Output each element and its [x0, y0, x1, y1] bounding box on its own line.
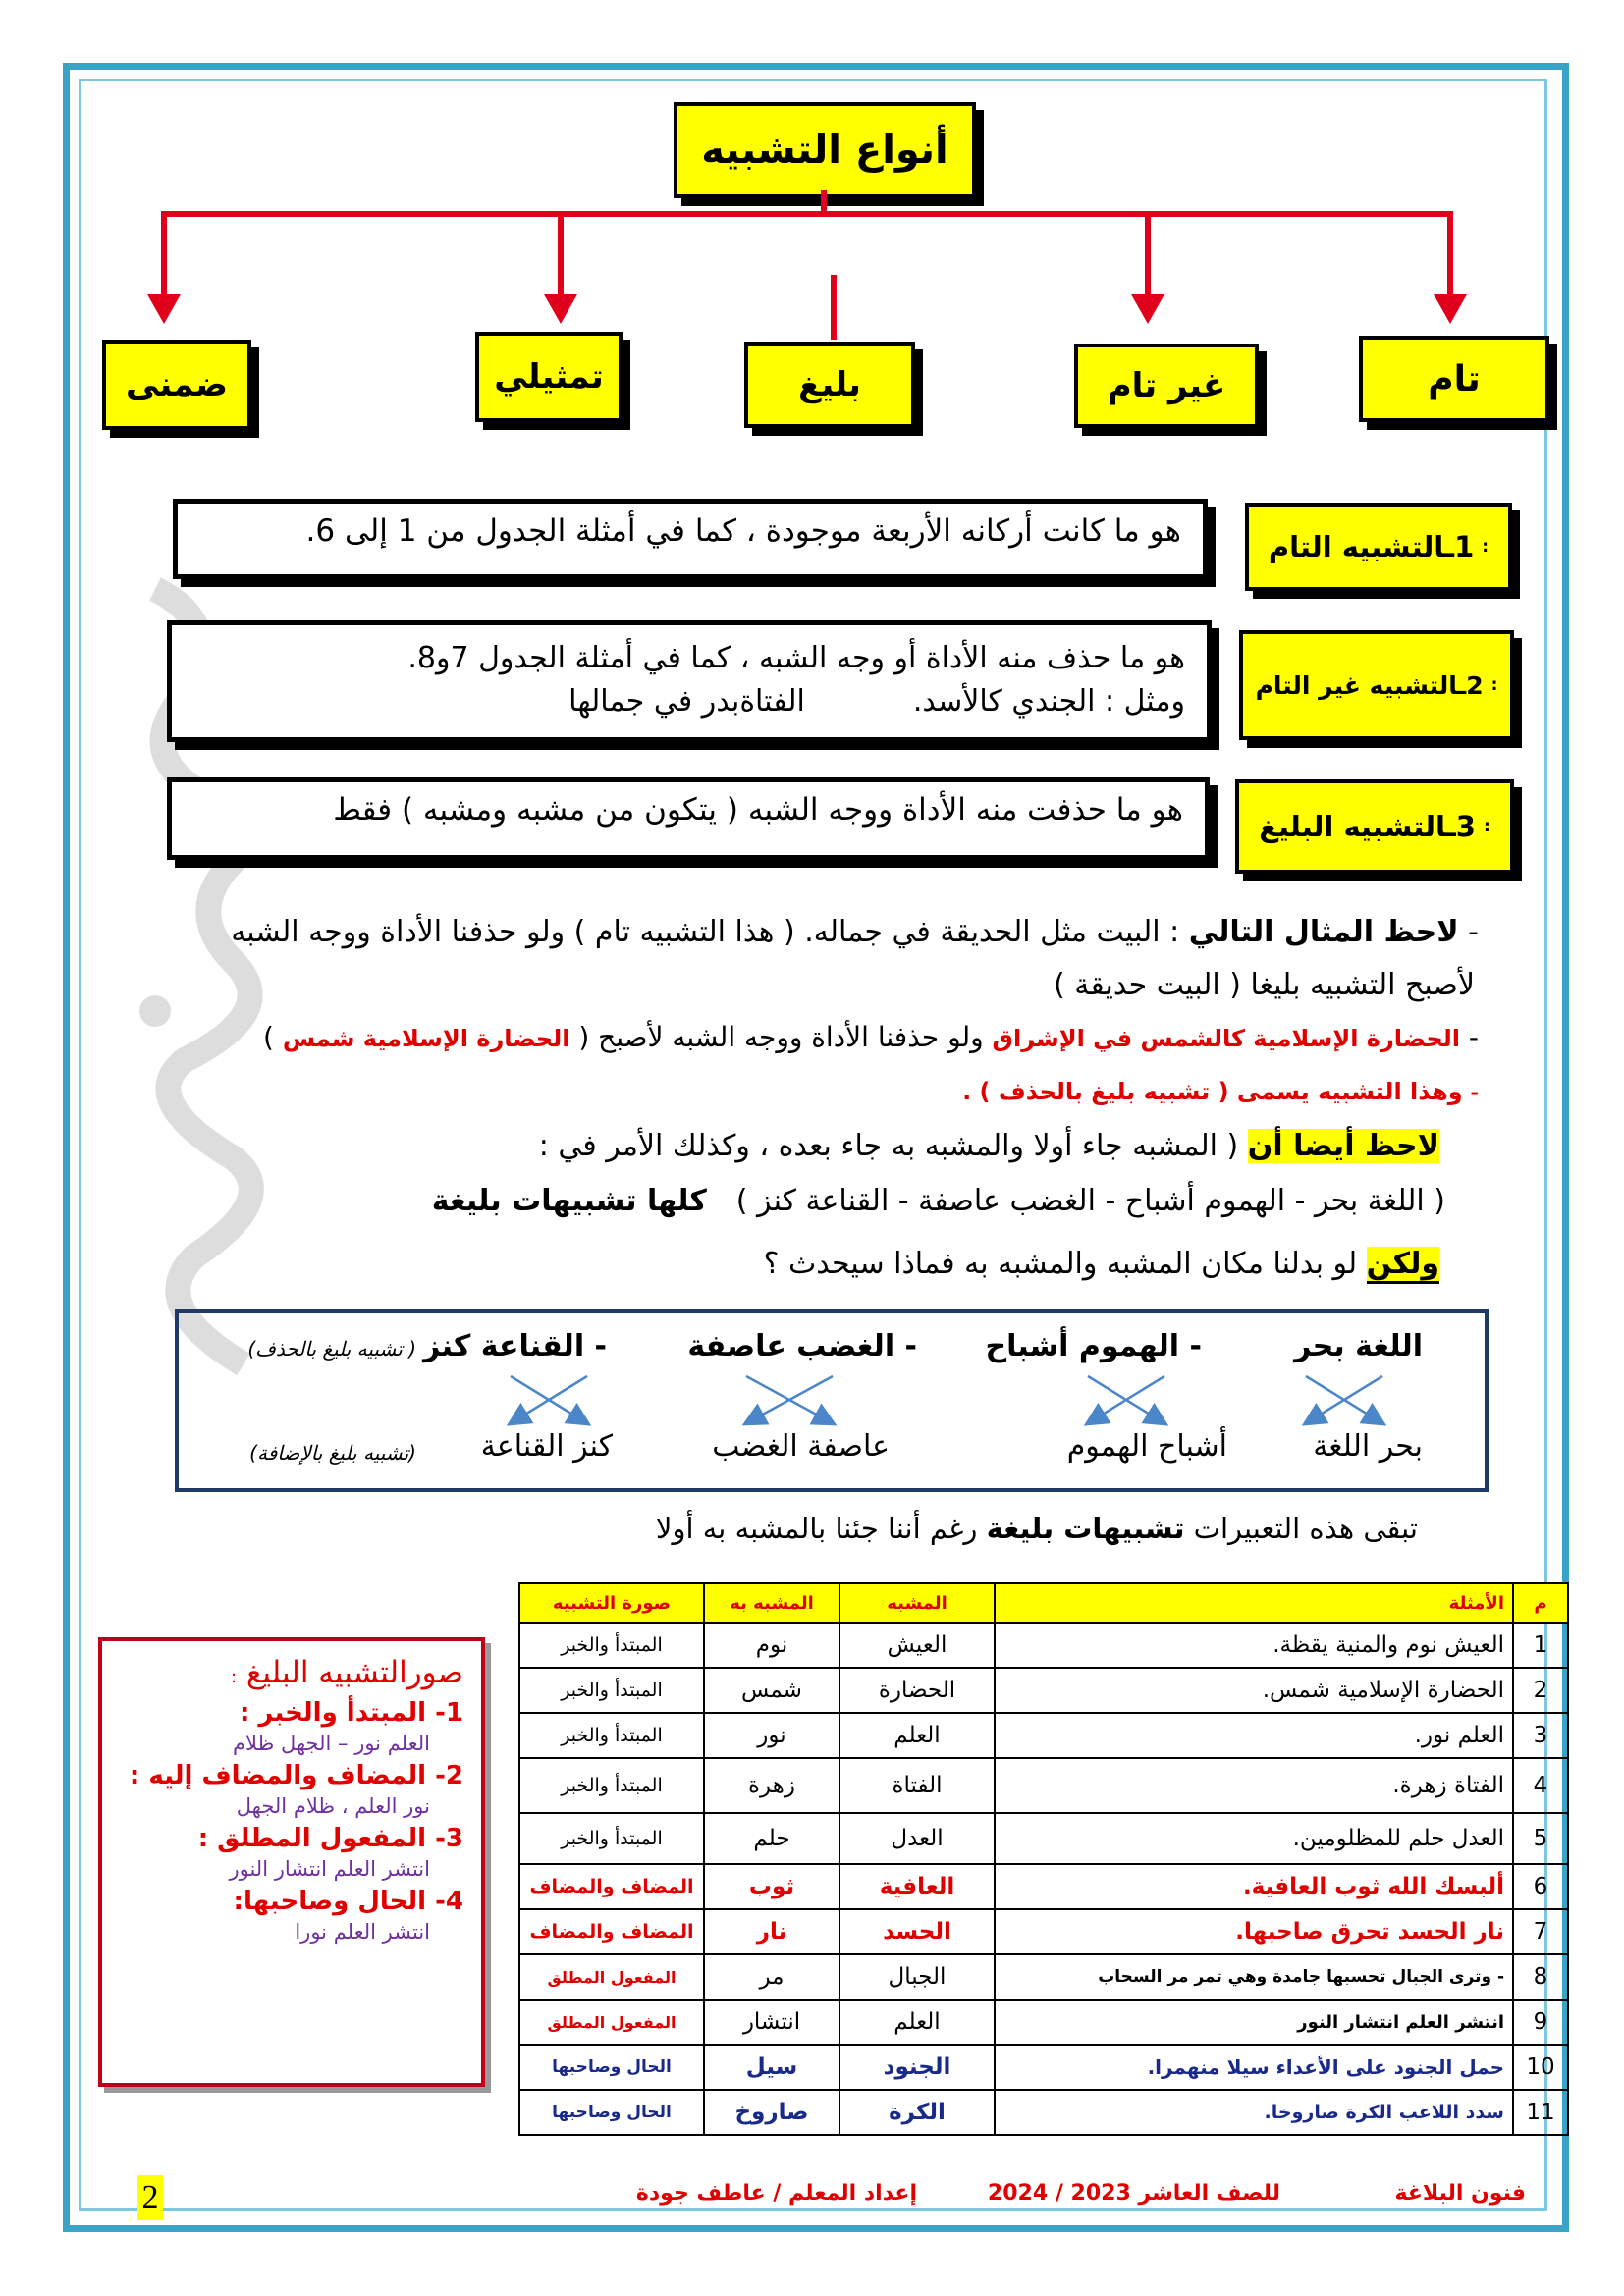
table-row: 2 الحضارة الإسلامية شمس. الحضارة شمس المبتدأ والخبر: [519, 1668, 1568, 1713]
table-row: 5 العدل حلم للمظلومين. العدل حلم المبتدأ والخبر: [519, 1813, 1568, 1864]
swap-tag-top: ( تشبيه بليغ بالحذف): [247, 1337, 416, 1361]
table-row: 9 انتشر العلم انتشار النور العلم انتشار المفعول المطلق: [519, 2000, 1568, 2045]
type-box-tamthili: تمثيلي: [475, 332, 623, 422]
table-header-row: [519, 1583, 1568, 1623]
side-box-forms: [98, 1637, 485, 2087]
table-row: 1 العيش نوم والمنية يقظة. العيش نوم المبتدأ والخبر: [519, 1623, 1568, 1668]
swap-tag-bottom: (تشبيه بليغ بالإضافة): [249, 1441, 416, 1465]
def-ghayr-tam-line2: ومثل : الجندي كالأسد.الفتاةبدر في جمالها: [568, 684, 1185, 719]
table-row: 10 حمل الجنود على الأعداء سيلا منهمرا. الجنود سيل الحال وصاحبها: [519, 2045, 1568, 2090]
def-text-tam: هو ما كانت أركانه الأربعة موجودة ، كما في أمثلة الجدول من 1 إلى 6.: [173, 499, 1208, 579]
th-mushabbah: المشبه: [839, 1583, 995, 1623]
swap-top-3: - الغضب عاصفة: [687, 1329, 917, 1363]
type-box-tam: تام: [1359, 336, 1549, 422]
side-item-4-ex: انتشر العلم نورا: [295, 1920, 430, 1944]
side-item-2-head: 2- المضاف والمضاف إليه :: [129, 1761, 463, 1790]
swap-top-4: - القناعة كنز: [422, 1329, 607, 1363]
after-swap-text: تبقى هذه التعبيرات تشبيهات بليغة رغم أننا جئنا بالمشبه به أولا: [655, 1512, 1418, 1545]
table-row: 11 سدد اللاعب الكرة صاروخا. الكرة صاروخ الحال وصاحبها: [519, 2090, 1568, 2135]
note-5: ( اللغة بحر - الهموم أشباح - الغضب عاصفة - القناعة كنز )كلها تشبيهات بليغة: [431, 1184, 1445, 1218]
footer-subject: فنون البلاغة: [1394, 2181, 1526, 2206]
side-title: صورالتشبيه البليغ :: [230, 1655, 463, 1690]
table-row: 6 ألبسك الله ثوب العافية. العافية ثوب المضاف والمضاف: [519, 1864, 1568, 1909]
footer-author: إعداد المعلم / عاطف جودة: [635, 2181, 917, 2206]
note-3: - وهذا التشبيه يسمى ( تشبيه بليغ بالحذف ) .: [962, 1078, 1479, 1105]
swap-top-1: اللغة بحر: [1294, 1329, 1423, 1363]
table-row: 3 العلم نور. العلم نور المبتدأ والخبر: [519, 1713, 1568, 1758]
side-item-3-ex: انتشر العلم انتشار النور: [229, 1857, 430, 1881]
note-1-line2: لأصبح التشبيه بليغا ( البيت حديقة ): [1054, 968, 1475, 1002]
table-row: 8 - وترى الجبال تحسبها جامدة وهي تمر مر السحاب الجبال مر المفعول المطلق: [519, 1954, 1568, 2000]
type-box-ghayr-tam: غير تام: [1074, 344, 1259, 428]
def-label-tam: : 1ـالتشبيه التام: [1245, 503, 1512, 591]
examples-table: [518, 1582, 1569, 2136]
swap-bottom-3: عاصفة الغضب: [712, 1429, 890, 1464]
table-row: 4 الفتاة زهرة. الفتاة زهرة المبتدأ والخبر: [519, 1758, 1568, 1813]
side-item-3-head: 3- المفعول المطلق :: [197, 1824, 463, 1853]
side-item-1-head: 1- المبتدأ والخبر :: [239, 1698, 463, 1728]
type-box-baligh: بليغ: [744, 342, 915, 428]
def-label-baligh: : 3ـالتشبيه البليغ: [1235, 779, 1514, 874]
def-text-baligh: هو ما حذفت منه الأداة ووجه الشبه ( يتكون من مشبه ومشبه ) فقط: [167, 777, 1210, 860]
swap-bottom-2: أشباح الهموم: [1066, 1429, 1227, 1464]
page-title: أنواع التشبيه: [674, 102, 976, 198]
note-1: - لاحظ المثال التالي : البيت مثل الحديقة في جماله. ( هذا التشبيه تام ) ولو حذفنا الأداة ووجه الشبه: [231, 915, 1479, 949]
footer-grade: للصف العاشر 2023 / 2024: [987, 2181, 1280, 2206]
note-2: - الحضارة الإسلامية كالشمس في الإشراق ولو حذفنا الأداة ووجه الشبه لأصبح ( الحضارة الإسلامية شمس ): [262, 1021, 1479, 1053]
swap-bottom-1: بحر اللغة: [1313, 1429, 1423, 1464]
note-4: لاحظ أيضا أن ( المشبه جاء أولا والمشبه به جاء بعده ، وكذلك الأمر في :: [538, 1129, 1439, 1163]
swap-top-2: - الهموم أشباح: [985, 1329, 1202, 1363]
def-ghayr-tam-line1: هو ما حذف منه الأداة أو وجه الشبه ، كما في أمثلة الجدول 7و8.: [407, 641, 1185, 675]
page-number: 2: [137, 2175, 163, 2220]
th-form: صورة التشبيه: [519, 1583, 704, 1623]
def-label-ghayr-tam: : 2ـالتشبيه غير التام: [1239, 630, 1514, 740]
th-num: م: [1513, 1583, 1568, 1623]
side-item-1-ex: العلم نور – الجهل ظلام: [233, 1732, 430, 1755]
type-box-dimni: ضمنى: [102, 340, 251, 430]
th-examples: الأمثلة: [995, 1583, 1513, 1623]
swap-bottom-4: كنز القناعة: [480, 1429, 613, 1464]
note-6: ولكن لو بدلنا مكان المشبه والمشبه به فماذا سيحدث ؟: [764, 1247, 1439, 1281]
th-mushabbah-bih: المشبه به: [704, 1583, 839, 1623]
side-item-2-ex: نور العلم ، ظلام الجهل: [236, 1794, 430, 1818]
side-item-4-head: 4- الحال وصاحبها:: [233, 1887, 463, 1916]
table-row: 7 نار الحسد تحرق صاحبها. الحسد نار المضاف والمضاف: [519, 1909, 1568, 1954]
